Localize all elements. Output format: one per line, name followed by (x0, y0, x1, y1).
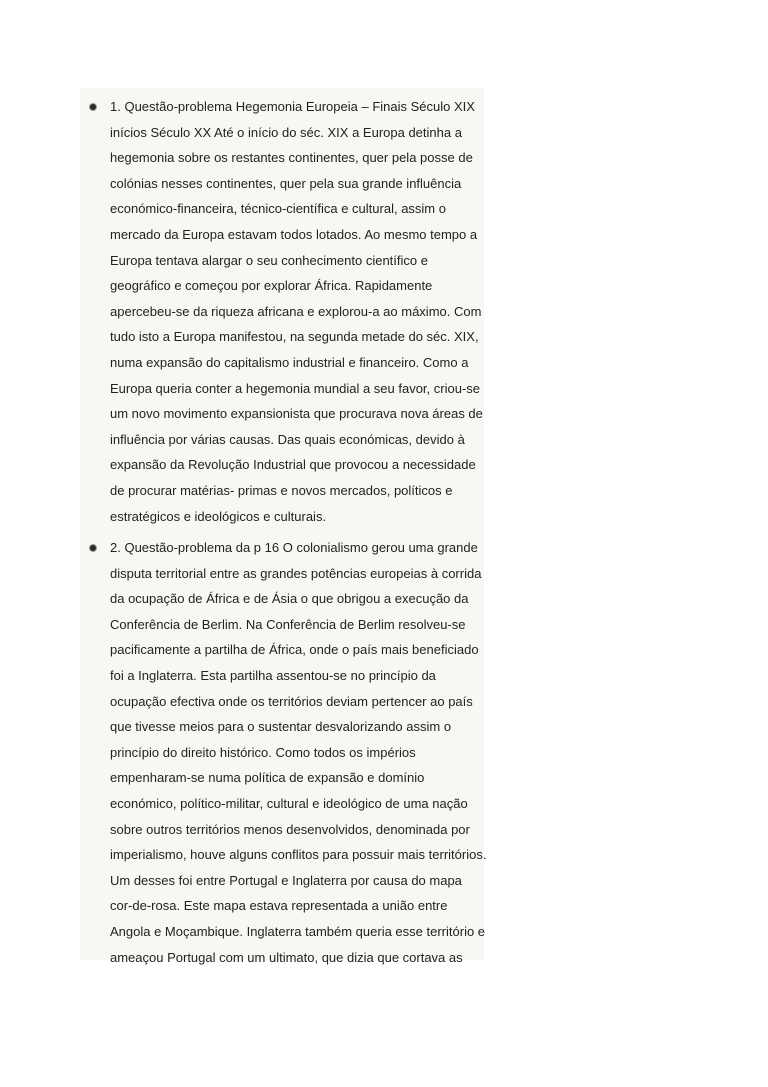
paragraph-line: Europa tentava alargar o seu conhecimento científico e (110, 252, 428, 268)
paragraph-line: Conferência de Berlim. Na Conferência de Berlim resolveu-se (110, 616, 466, 632)
paragraph-line: numa expansão do capitalismo industrial e financeiro. Como a (110, 354, 469, 370)
list-item (80, 535, 487, 970)
paragraph-line: disputa territorial entre as grandes potências europeias à corrida (110, 565, 482, 581)
paragraph-line: 2. Questão-problema da p 16 O colonialismo gerou uma grande (110, 540, 478, 556)
paragraph-line: cor-de-rosa. Este mapa estava representada a união entre (110, 898, 448, 914)
bullet-icon (90, 104, 96, 110)
paragraph-line: Europa queria conter a hegemonia mundial a seu favor, criou-se (110, 380, 480, 396)
paragraph-line: Um desses foi entre Portugal e Inglaterra por causa do mapa (110, 872, 462, 888)
paragraph-line: geográfico e começou por explorar África. Rapidamente (110, 278, 433, 294)
paragraph-line: imperialismo, houve alguns conflitos para possuir mais territórios. (110, 847, 487, 863)
paragraph-line: empenharam-se numa política de expansão e domínio (110, 770, 425, 786)
paragraph-line: ameaçou Portugal com um ultimato, que dizia que cortava as (110, 949, 463, 965)
paragraph-line: Angola e Moçambique. Inglaterra também queria esse território e (110, 924, 486, 939)
paragraph-line: de procurar matérias- primas e novos mercados, políticos e (110, 482, 453, 498)
paragraph-line: inícios Século XX Até o início do séc. XIX a Europa detinha a (110, 124, 462, 140)
paragraph-line: económico-financeira, técnico-científica e cultural, assim o (110, 201, 446, 217)
list-item (80, 88, 484, 529)
paragraph-line: estratégicos e ideológicos e culturais. (110, 508, 327, 524)
paragraph-line: 1. Questão-problema Hegemonia Europeia – Finais Século XIX (110, 99, 475, 114)
paragraph-line: ocupação efectiva onde os territórios deviam pertencer ao país (110, 693, 473, 709)
bullet-list (80, 88, 487, 970)
paragraph-line: um novo movimento expansionista que procurava nova áreas de (110, 406, 483, 422)
bullet-icon (90, 545, 96, 551)
paragraph-line: que tivesse meios para o sustentar desvalorizando assim o (110, 719, 452, 735)
paragraph-line: da ocupação de África e de Ásia o que obrigou a execução da (110, 591, 469, 607)
paragraph-line: mercado da Europa estavam todos lotados. Ao mesmo tempo a (110, 226, 478, 242)
paragraph-line: princípio do direito histórico. Como todos os impérios (110, 744, 416, 760)
paragraph-line: expansão da Revolução Industrial que provocou a necessidade (110, 457, 476, 473)
paragraph-line: hegemonia sobre os restantes continentes, quer pela posse de (110, 150, 473, 166)
paragraph-line: foi a Inglaterra. Esta partilha assentou-se no princípio da (110, 668, 436, 684)
paragraph-line: influência por várias causas. Das quais económicas, devido à (110, 431, 465, 447)
paragraph-line: colónias nesses continentes, quer pela sua grande influência (110, 175, 462, 191)
paragraph-line: económico, político-militar, cultural e ideológico de uma nação (110, 796, 468, 812)
paragraph-line: pacificamente a partilha de África, onde o país mais beneficiado (110, 642, 479, 658)
paragraph-line: apercebeu-se da riqueza africana e explorou-a ao máximo. Com (110, 303, 482, 319)
paragraph-line: tudo isto a Europa manifestou, na segunda metade do séc. XIX, (110, 329, 479, 345)
content-block (80, 88, 487, 965)
paragraph-line: sobre outros territórios menos desenvolvidos, denominada por (110, 821, 470, 837)
